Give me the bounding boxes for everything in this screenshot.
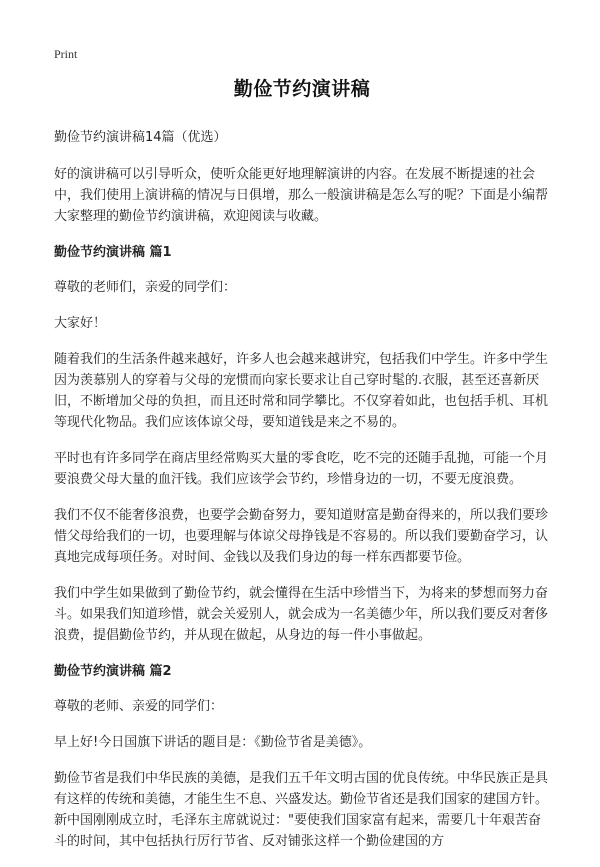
paragraph: 我们不仅不能奢侈浪费，也要学会勤奋努力，要知道财富是勤奋得来的，所以我们要珍惜父母给我们的一切，也要理解与体谅父母挣钱是不容易的。所以我们要勤奋学习，认真地完成每项任务。对时间、金钱以及我们身边的每一样东西都要节俭。 xyxy=(54,508,549,565)
paragraph: 随着我们的生活条件越来越好，许多人也会越来越讲究，包括我们中学生。许多中学生因为羡慕别人的穿着与父母的宠惯而向家长要求让自己穿时髦的.衣服，甚至还喜新厌旧，不断增加父母的负担，而且还时常和同学攀比。不仅穿着如此，也包括手机、耳机等现代化物品。我们应该体谅父母，要知道钱是来之不易的。 xyxy=(54,352,549,430)
document-title: 勤俭节约演讲稿 xyxy=(233,78,371,100)
paragraph: 平时也有许多同学在商店里经常购买大量的零食吃，吃不完的还随手乱抛，可能一个月要浪费父母大量的血汗钱。我们应该学会节约，珍惜身边的一切，不要无度浪费。 xyxy=(54,451,549,487)
document-body xyxy=(54,74,550,867)
print-link[interactable]: Print xyxy=(54,47,78,61)
paragraph: 大家好！ xyxy=(54,316,107,331)
paragraph: 勤俭节省是我们中华民族的美德，是我们五千年文明古国的优良传统。中华民族正是具有这样的传统和美德，才能生生不息、兴盛发达。勤俭节省还是我们国家的建国方针。新中国刚刚成立时，毛泽东主席就说过："要使我们国家富有起来，需要几十年艰苦奋斗的时间，其中包括执行厉行节省、反对铺张这样一个勤俭建国的方 xyxy=(54,771,549,849)
document-subtitle: 勤俭节约演讲稿14篇（优选） xyxy=(54,130,227,145)
paragraph: 我们中学生如果做到了勤俭节约，就会懂得在生活中珍惜当下，为将来的梦想而努力奋斗。如果我们知道珍惜，就会关爱别人，就会成为一名美德少年，所以我们要反对奢侈浪费，提倡勤俭节约，并从现在做起，从身边的每一件小事做起。 xyxy=(54,586,549,643)
section-heading-1: 勤俭节约演讲稿 篇1 xyxy=(54,245,172,260)
intro-paragraph: 好的演讲稿可以引导听众，使听众能更好地理解演讲的内容。在发展不断提速的社会中，我们使用上演讲稿的情况与日俱增，那么一般演讲稿是怎么写的呢？下面是小编帮大家整理的勤俭节约演讲稿，欢迎阅读与收藏。 xyxy=(54,167,549,224)
paragraph: 尊敬的老师们，亲爱的同学们： xyxy=(54,280,237,295)
section-heading-2: 勤俭节约演讲稿 篇2 xyxy=(54,664,172,679)
paragraph: 尊敬的老师、亲爱的同学们： xyxy=(54,699,224,714)
paragraph: 早上好!今日国旗下讲话的题目是：《勤俭节省是美德》。 xyxy=(54,735,372,750)
